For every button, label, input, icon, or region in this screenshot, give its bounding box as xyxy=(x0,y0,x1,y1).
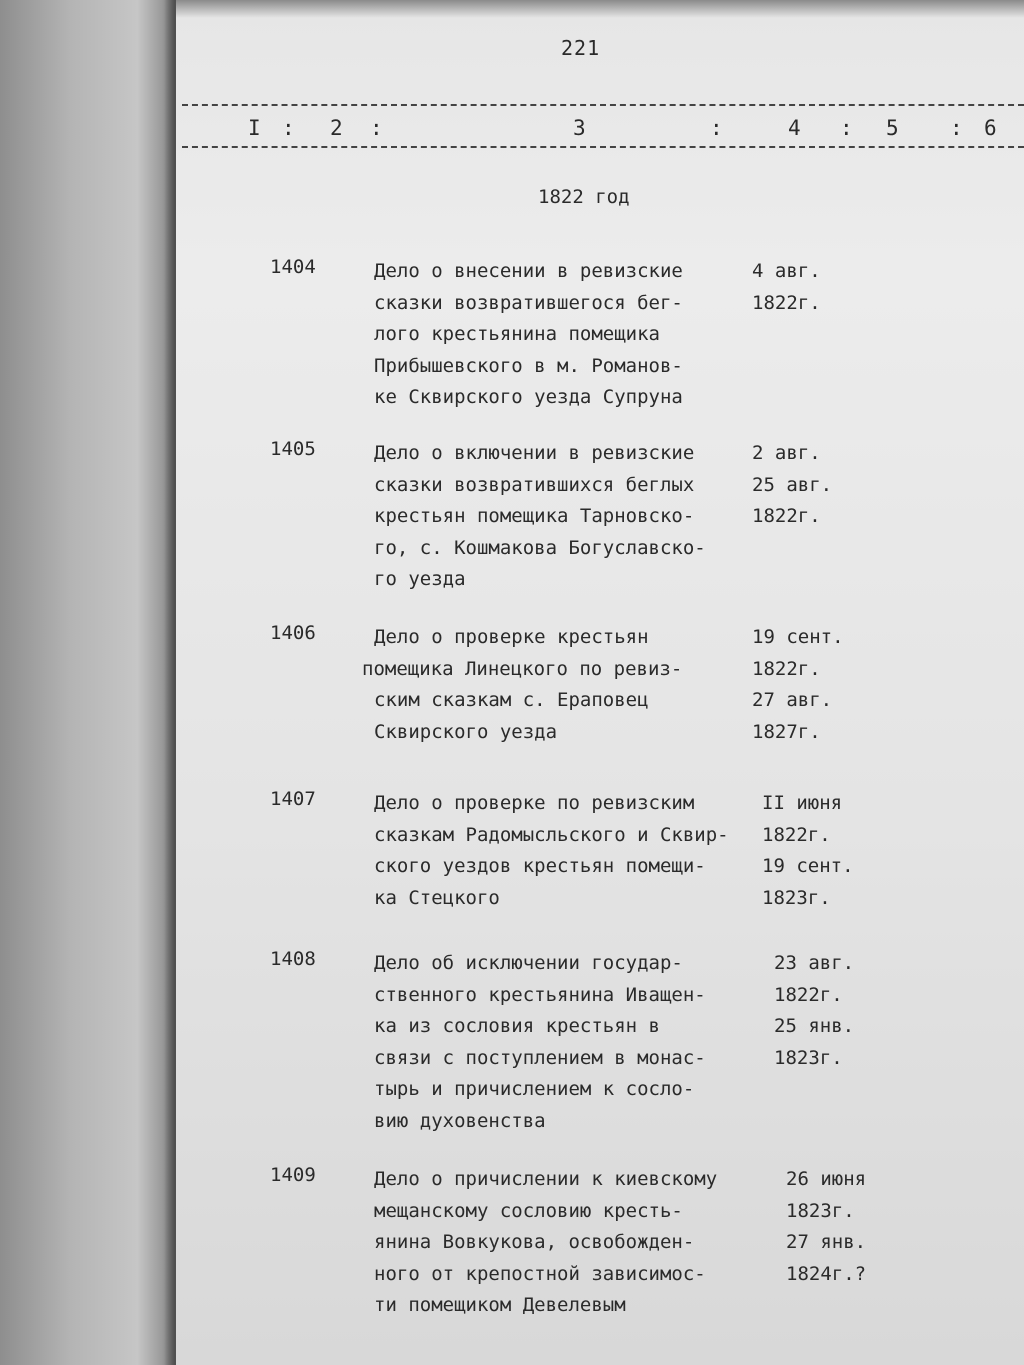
left-page-edge xyxy=(0,0,176,1365)
header-rule-bottom xyxy=(182,146,1024,148)
entry-title: Дело о включении в ревизские сказки возвратившихся беглых крестьян помещика Тарновско- го, с. Кошмакова Богуславско- го уезда xyxy=(374,442,706,590)
entry-dates: 4 авг. 1822г. xyxy=(752,260,821,314)
entry-title: Дело о причислении к киевскому мещанскому сословию кресть- янина Вовкукова, освобожден- ного от крепостной зависимос- ти помещиком Девелевым xyxy=(374,1168,718,1316)
header-rule-top xyxy=(182,104,1024,106)
entry-number: 1408 xyxy=(270,948,316,970)
entry-dates: 2 авг. 25 авг. 1822г. xyxy=(752,442,833,527)
page-number: 221 xyxy=(561,36,601,60)
entry-title: Дело об исключении государ- ственного крестьянина Иващен- ка из сословия крестьян в связи с поступлением в монас- тырь и причислением к сосло- вию духовенства xyxy=(374,952,706,1132)
entry-dates: 26 июня 1823г. 27 янв. 1824г.? xyxy=(786,1168,867,1285)
entry-dates: 23 авг. 1822г. 25 янв. 1823г. xyxy=(774,952,855,1069)
document-page xyxy=(176,0,1024,1365)
entry-number: 1406 xyxy=(270,622,316,644)
entry-number: 1409 xyxy=(270,1164,316,1186)
column-number: 2 xyxy=(330,116,343,140)
column-separator: : xyxy=(282,116,295,140)
column-separator: : xyxy=(370,116,383,140)
page-top-shadow xyxy=(176,0,1024,18)
entry-number: 1405 xyxy=(270,438,316,460)
entry-number: 1407 xyxy=(270,788,316,810)
entry-number: 1404 xyxy=(270,256,316,278)
column-number: 5 xyxy=(886,116,899,140)
entry-dates: II июня 1822г. 19 сент. 1823г. xyxy=(762,792,854,909)
column-number: 3 xyxy=(573,116,586,140)
entry-dates: 19 сент. 1822г. 27 авг. 1827г. xyxy=(752,626,844,743)
column-number: I xyxy=(248,116,261,140)
entry-title: Дело о проверке по ревизским сказкам Радомысльского и Сквир- ского уездов крестьян помещи- ка Стецкого xyxy=(374,792,729,909)
column-number: 4 xyxy=(788,116,801,140)
column-separator: : xyxy=(950,116,963,140)
column-number: 6 xyxy=(984,116,997,140)
entry-title: Дело о внесении в ревизские сказки возвратившегося бег- лого крестьянина помещика Прибышевского в м. Романов- ке Сквирского уезда Супруна xyxy=(374,260,683,408)
column-separator: : xyxy=(840,116,853,140)
column-separator: : xyxy=(710,116,723,140)
year-heading: 1822 год xyxy=(538,186,630,208)
entry-title: Дело о проверке крестьян помещика Линецкого по ревиз- ским сказкам с. Ераповец Сквирского уезда xyxy=(362,626,683,743)
